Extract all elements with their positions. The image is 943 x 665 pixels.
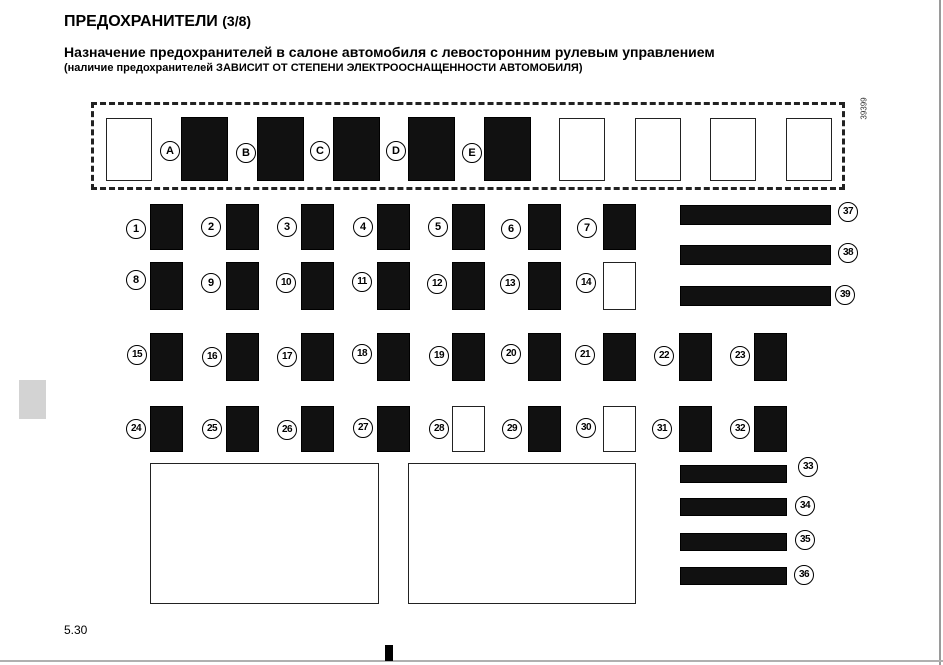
relay-label-b: B <box>236 143 256 163</box>
fuse-17 <box>301 333 334 381</box>
fuse-11 <box>377 262 410 310</box>
fuse-label-28: 28 <box>429 419 449 439</box>
fuse-5 <box>452 204 485 250</box>
relay-label-a: A <box>160 141 180 161</box>
fuse-9 <box>226 262 259 310</box>
page-number: 5.30 <box>64 623 88 637</box>
fuse-label-25: 25 <box>202 419 222 439</box>
fuse-label-30: 30 <box>576 418 596 438</box>
fuse-label-14: 14 <box>576 273 596 293</box>
fuse-label-8: 8 <box>126 270 146 290</box>
fuse-label-11: 11 <box>352 272 372 292</box>
fuse-15 <box>150 333 183 381</box>
fuse-16 <box>226 333 259 381</box>
fuse-19 <box>452 333 485 381</box>
fuse-24 <box>150 406 183 452</box>
fuse-label-39: 39 <box>835 285 855 305</box>
page-frame-bottom <box>0 660 943 662</box>
fuse-label-33: 33 <box>798 457 818 477</box>
fuse-1 <box>150 204 183 250</box>
fuse-12 <box>452 262 485 310</box>
fuse-6 <box>528 204 561 250</box>
relay-b <box>257 117 304 181</box>
fuse-label-18: 18 <box>352 344 372 364</box>
fuse-26 <box>301 406 334 452</box>
fuse-37 <box>680 205 831 225</box>
bottom-mark <box>385 645 393 661</box>
fuse-29 <box>528 406 561 452</box>
title-text: ПРЕДОХРАНИТЕЛИ <box>64 13 218 30</box>
fuse-22 <box>679 333 712 381</box>
large-relay-slot-left <box>150 463 379 604</box>
figure-reference <box>857 94 871 128</box>
fuse-label-32: 32 <box>730 419 750 439</box>
fuse-label-1: 1 <box>126 219 146 239</box>
fuse-label-20: 20 <box>501 344 521 364</box>
fuse-label-7: 7 <box>577 218 597 238</box>
fuse-label-29: 29 <box>502 419 522 439</box>
fuse-20 <box>528 333 561 381</box>
availability-note: (наличие предохранителей ЗАВИСИТ ОТ СТЕПЕНИ ЭЛЕКТРООСНАЩЕННОСТИ АВТОМОБИЛЯ) <box>64 62 583 74</box>
relay-e <box>484 117 531 181</box>
relay-d <box>408 117 455 181</box>
fuse-label-17: 17 <box>277 347 297 367</box>
fuse-2 <box>226 204 259 250</box>
fuse-35 <box>680 533 787 551</box>
fuse-32 <box>754 406 787 452</box>
fuse-label-12: 12 <box>427 274 447 294</box>
side-tab-marker <box>19 380 46 419</box>
fuse-13 <box>528 262 561 310</box>
fuse-8 <box>150 262 183 310</box>
fuse-label-19: 19 <box>429 346 449 366</box>
fuse-label-9: 9 <box>201 273 221 293</box>
fuse-label-15: 15 <box>127 345 147 365</box>
relay-label-c: C <box>310 141 330 161</box>
fuse-label-36: 36 <box>794 565 814 585</box>
fuse-10 <box>301 262 334 310</box>
page-title <box>64 13 251 31</box>
fuse-label-27: 27 <box>353 418 373 438</box>
large-relay-slot-right <box>408 463 636 604</box>
fuse-label-24: 24 <box>126 419 146 439</box>
fuse-label-13: 13 <box>500 274 520 294</box>
relay-a <box>181 117 228 181</box>
fuse-28-empty <box>452 406 485 452</box>
fuse-label-38: 38 <box>838 243 858 263</box>
fuse-label-31: 31 <box>652 419 672 439</box>
fuse-label-5: 5 <box>428 217 448 237</box>
relay-slot-empty <box>786 118 832 181</box>
fuse-3 <box>301 204 334 250</box>
relay-slot-empty <box>106 118 152 181</box>
fuse-label-16: 16 <box>202 347 222 367</box>
fuse-label-22: 22 <box>654 346 674 366</box>
fuse-36 <box>680 567 787 585</box>
relay-label-e: E <box>462 143 482 163</box>
fuse-label-10: 10 <box>276 273 296 293</box>
fuse-label-37: 37 <box>838 202 858 222</box>
fuse-label-34: 34 <box>795 496 815 516</box>
fuse-27 <box>377 406 410 452</box>
fuse-label-3: 3 <box>277 217 297 237</box>
relay-c <box>333 117 380 181</box>
page-subtitle: Назначение предохранителей в салоне автомобиля с левосторонним рулевым управлением <box>64 44 715 60</box>
fuse-38 <box>680 245 831 265</box>
fuse-label-4: 4 <box>353 217 373 237</box>
page-frame-right <box>939 0 941 665</box>
fuse-label-2: 2 <box>201 217 221 237</box>
fuse-25 <box>226 406 259 452</box>
fuse-7 <box>603 204 636 250</box>
relay-slot-empty <box>635 118 681 181</box>
fuse-label-26: 26 <box>277 420 297 440</box>
figure-reference-text: 39399 <box>859 97 869 120</box>
fuse-33 <box>680 465 787 483</box>
fuse-31 <box>679 406 712 452</box>
fuse-label-6: 6 <box>501 219 521 239</box>
fuse-23 <box>754 333 787 381</box>
fuse-14-empty <box>603 262 636 310</box>
relay-label-d: D <box>386 141 406 161</box>
fuse-39 <box>680 286 831 306</box>
fuse-30-empty <box>603 406 636 452</box>
page-counter: (3/8) <box>222 13 252 29</box>
fuse-label-35: 35 <box>795 530 815 550</box>
fuse-34 <box>680 498 787 516</box>
fuse-21 <box>603 333 636 381</box>
relay-slot-empty <box>559 118 605 181</box>
fuse-label-21: 21 <box>575 345 595 365</box>
fuse-4 <box>377 204 410 250</box>
fuse-label-23: 23 <box>730 346 750 366</box>
relay-slot-empty <box>710 118 756 181</box>
fuse-18 <box>377 333 410 381</box>
